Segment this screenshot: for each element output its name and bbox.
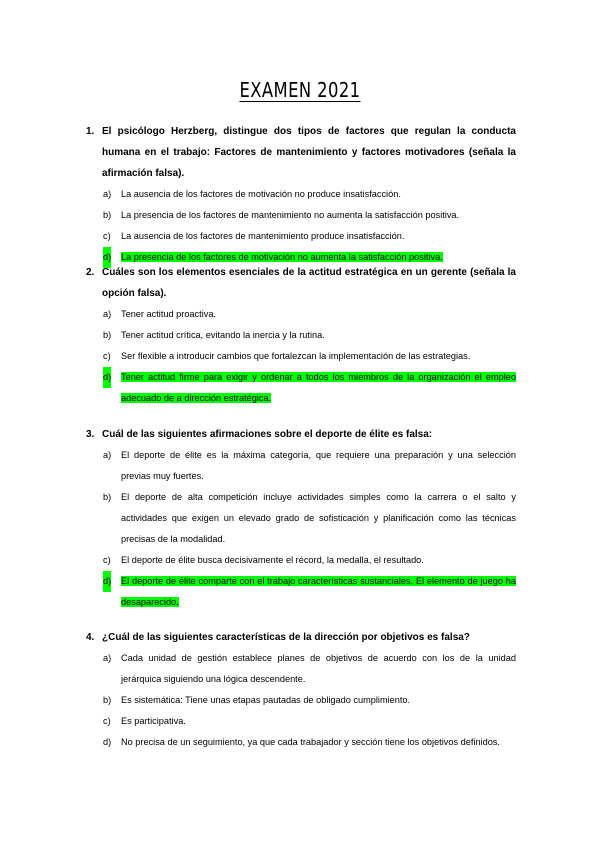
option-letter: d) [103,247,111,268]
option-c[interactable]: c) Ser flexible a introducir cambios que fortalezcan la implementación de las estrategias. [0,346,600,367]
question-text: 3. Cuál de las siguientes afirmaciones sobre el deporte de élite es falsa: [0,424,600,445]
option-letter: d) [103,367,111,388]
question-number: 1. [86,126,95,137]
question-number: 2. [86,267,95,278]
question-4 [0,627,600,753]
option-letter: b) [103,330,112,340]
option-a[interactable]: a) Cada unidad de gestión establece planes de objetivos de acuerdo con los de la unidad jerárquica siguiendo una lógica descendente. [0,648,600,690]
option-c[interactable]: c) Es participativa. [0,711,600,732]
option-letter: c) [103,351,111,361]
option-c[interactable]: c) La ausencia de los factores de mantenimiento produce insatisfacción. [0,226,600,247]
question-1 [0,121,600,268]
option-a[interactable]: a) Tener actitud proactiva. [0,304,600,325]
option-b[interactable]: b) Es sistemática: Tiene unas etapas pautadas de obligado cumplimiento. [0,690,600,711]
question-2 [0,262,600,409]
option-c[interactable]: c) El deporte de élite busca decisivamente el récord, la medalla, el resultado. [0,550,600,571]
option-letter: d) [103,737,112,747]
question-number: 3. [86,429,95,440]
option-letter: a) [103,450,112,460]
option-letter: a) [103,653,112,663]
option-d-highlighted[interactable]: d) Tener actitud firme para exigir y ordenar a todos los miembros de la organización el empleo adecuado de a dirección estratégica. [0,367,600,409]
question-text: 1. El psicólogo Herzberg, distingue dos tipos de factores que regulan la conducta humana en el trabajo: Factores de mantenimiento y factores motivadores (señala la afirmación falsa). [0,121,600,184]
option-d-highlighted[interactable]: d) El deporte de élite comparte con el trabajo características sustanciales. El elemento de juego ha desaparecido. [0,571,600,613]
option-letter: c) [103,231,111,241]
option-a[interactable]: a) El deporte de élite es la máxima categoría, que requiere una preparación y una selección previas muy fuertes. [0,445,600,487]
question-3 [0,424,600,613]
option-letter: c) [103,716,111,726]
option-a[interactable]: a) La ausencia de los factores de motivación no produce insatisfacción. [0,184,600,205]
question-text: 2. Cuáles son los elementos esenciales de la actitud estratégica en un gerente (señala la opción falsa). [0,262,600,304]
option-b[interactable]: b) La presencia de los factores de mantenimiento no aumenta la satisfacción positiva. [0,205,600,226]
option-b[interactable]: b) El deporte de alta competición incluye actividades simples como la carrera o el salto y actividades que exigen un elevado grado de sofisticación y planificación como las técnicas precisas de la modalidad. [0,487,600,550]
option-letter: b) [103,695,112,705]
option-d-highlighted[interactable]: d) La presencia de los factores de motivación no aumenta la satisfacción positiva. [0,247,600,268]
option-b[interactable]: b) Tener actitud crítica, evitando la inercia y la rutina. [0,325,600,346]
option-letter: a) [103,189,112,199]
option-letter: c) [103,555,111,565]
question-number: 4. [86,632,95,643]
question-text: 4. ¿Cuál de las siguientes características de la dirección por objetivos es falsa? [0,627,600,648]
option-letter: b) [103,210,112,220]
page-title: EXAMEN 2021 [239,78,361,102]
option-letter: d) [103,571,111,592]
option-d[interactable]: d) No precisa de un seguimiento, ya que cada trabajador y sección tiene los objetivos definidos. [0,732,600,753]
option-letter: a) [103,309,112,319]
option-letter: b) [103,492,112,502]
